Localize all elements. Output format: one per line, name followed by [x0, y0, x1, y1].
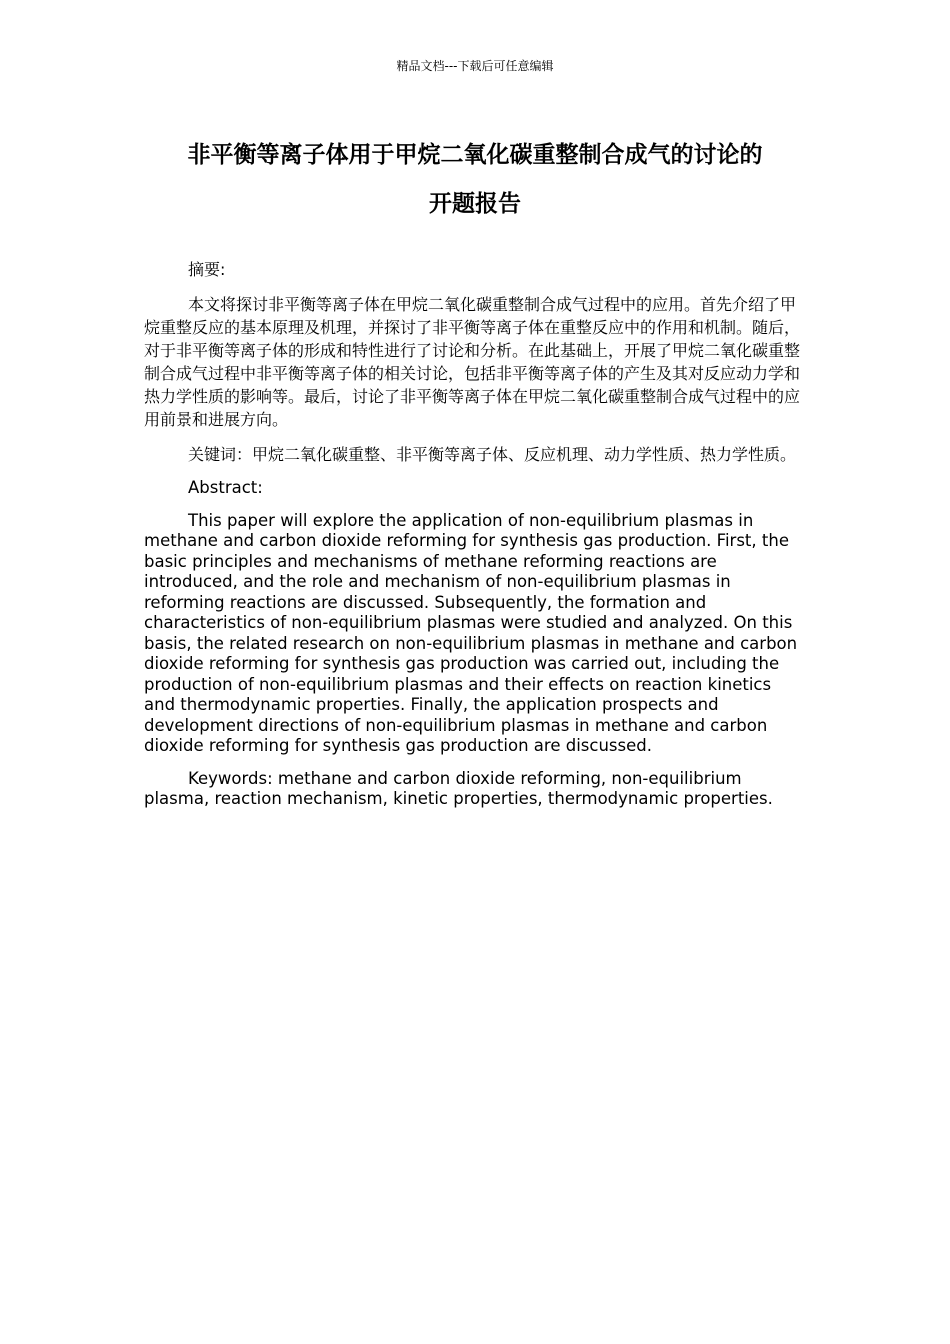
keywords-cn: 关键词：甲烷二氧化碳重整、非平衡等离子体、反应机理、动力学性质、热力学性质。 [188, 445, 797, 464]
abstract-cn-label: 摘要: [188, 260, 226, 279]
document-body [144, 258, 806, 822]
page-title [145, 131, 805, 229]
abstract-en-body: This paper will explore the application of non-equilibrium plasmas in methane and carbon dioxide reforming for synthesis gas production. First, the basic principles and mechanisms of methane reforming reactions are introduced, and the role and mechanism of non-equilibrium plasmas in reforming reactions are discussed. Subsequently, the formation and characteristics of non-equilibrium plasmas were studied and analyzed. On this basis, the related research on non-equilibrium plasmas in methane and carbon dioxide reforming for synthesis gas production was carried out, including the production of non-equilibrium plasmas and their effects on reaction kinetics and thermodynamic properties. Finally, the application prospects and development directions of non-equilibrium plasmas in methane and carbon dioxide reforming for synthesis gas production are discussed. [144, 510, 798, 755]
abstract-en-label: Abstract: [188, 478, 263, 497]
title-line-1: 非平衡等离子体用于甲烷二氧化碳重整制合成气的讨论的 [187, 142, 763, 168]
title-line-2: 开题报告 [429, 191, 521, 217]
abstract-cn-body: 本文将探讨非平衡等离子体在甲烷二氧化碳重整制合成气过程中的应用。首先介绍了甲烷重整反应的基本原理及机理，并探讨了非平衡等离子体在重整反应中的作用和机制。随后，对于非平衡等离子体的形成和特性进行了讨论和分析。在此基础上，开展了甲烷二氧化碳重整制合成气过程中非平衡等离子体的相关讨论，包括非平衡等离子体的产生及其对反应动力学和热力学性质的影响等。最后，讨论了非平衡等离子体在甲烷二氧化碳重整制合成气过程中的应用前景和进展方向。 [144, 295, 801, 429]
page-header: 精品文档---下载后可任意编辑 [396, 59, 554, 73]
keywords-en: Keywords: methane and carbon dioxide reforming, non-equilibrium plasma, reaction mechanism, kinetic properties, thermodynamic properties. [144, 768, 773, 808]
